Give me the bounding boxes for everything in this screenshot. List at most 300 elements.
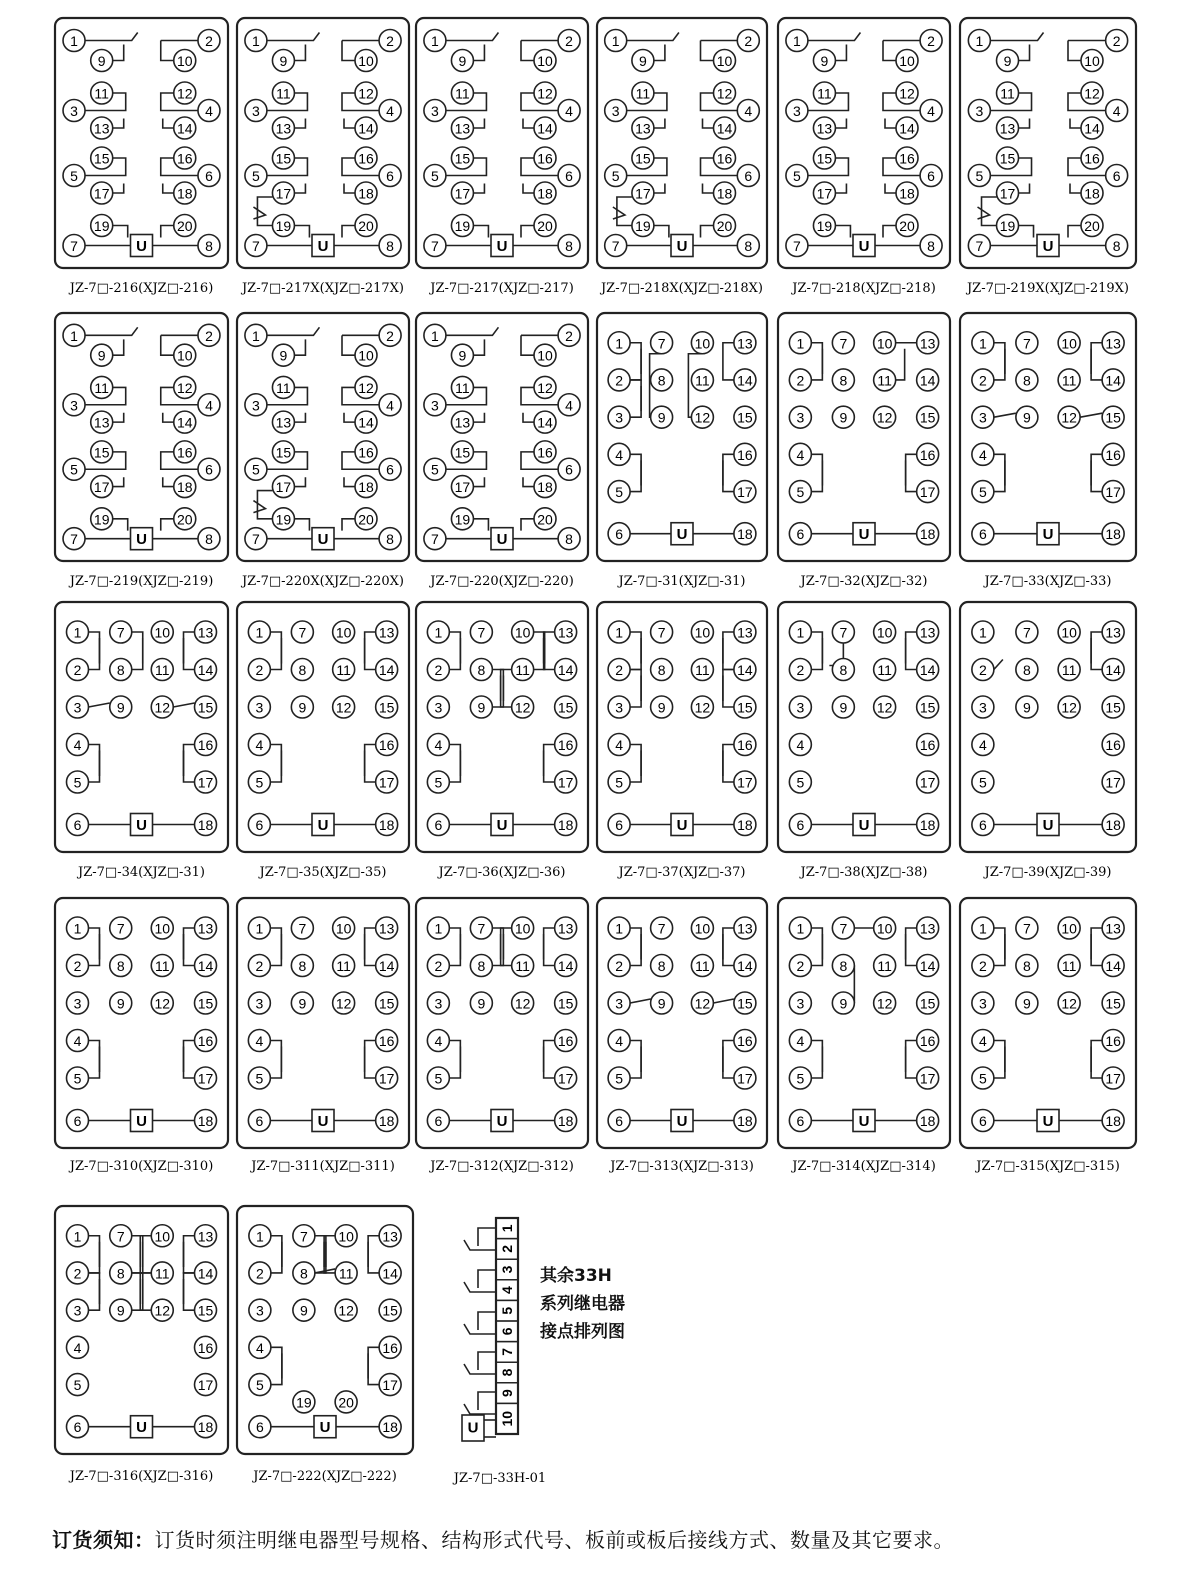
svg-text:13: 13 (635, 120, 651, 137)
svg-text:2: 2 (978, 958, 987, 974)
terminal-11 (1058, 955, 1080, 977)
svg-text:18: 18 (197, 1113, 214, 1129)
diagram-caption: JZ-7□-313(XJZ□-313) (610, 1159, 754, 1174)
svg-text:13: 13 (1105, 335, 1121, 352)
svg-text:18: 18 (378, 817, 395, 833)
svg-text:11: 11 (1000, 85, 1015, 102)
terminal-6 (427, 1110, 449, 1132)
svg-text:15: 15 (737, 995, 753, 1012)
terminal-13 (195, 621, 217, 643)
terminal-16 (1102, 1030, 1124, 1052)
terminal-11 (632, 82, 654, 104)
svg-text:5: 5 (796, 774, 805, 791)
svg-text:16: 16 (197, 737, 214, 753)
svg-text:16: 16 (737, 446, 753, 463)
terminal-10 (512, 621, 534, 643)
terminal-5 (66, 1374, 88, 1396)
svg-text:8: 8 (839, 372, 848, 389)
terminal-18 (195, 1110, 217, 1132)
terminal-10 (714, 50, 736, 72)
terminal-3 (249, 1299, 271, 1321)
terminal-18 (355, 182, 377, 204)
terminal-4 (608, 734, 630, 756)
svg-text:2: 2 (255, 662, 264, 678)
svg-text:10: 10 (176, 347, 193, 364)
svg-text:11: 11 (338, 1265, 354, 1282)
terminal-16 (917, 1030, 939, 1052)
terminal-10 (512, 917, 534, 939)
terminal-9 (813, 50, 835, 72)
svg-text:4: 4 (565, 103, 573, 119)
svg-text:13: 13 (275, 414, 292, 431)
terminal-16 (195, 1030, 217, 1052)
diagram-caption: JZ-7□-39(XJZ□-39) (984, 865, 1112, 880)
terminal-4 (379, 100, 401, 122)
svg-text:16: 16 (557, 737, 574, 753)
terminal-8 (379, 235, 401, 257)
svg-text:7: 7 (252, 238, 260, 254)
svg-text:9: 9 (839, 995, 848, 1012)
terminal-7 (291, 917, 313, 939)
svg-text:3: 3 (73, 699, 82, 716)
svg-text:19: 19 (296, 1394, 312, 1411)
svg-text:11: 11 (877, 958, 892, 974)
svg-text:5: 5 (796, 484, 805, 501)
svg-text:18: 18 (176, 479, 193, 496)
diagram-caption: JZ-7□-33(XJZ□-33) (984, 574, 1112, 589)
svg-text:16: 16 (1084, 150, 1100, 167)
svg-text:8: 8 (116, 1265, 125, 1282)
svg-text:7: 7 (299, 1228, 308, 1245)
terminal-13 (376, 917, 398, 939)
terminal-16 (534, 147, 556, 169)
relay-diagram (416, 602, 588, 880)
diagram-caption: JZ-7□-35(XJZ□-35) (259, 865, 387, 880)
terminal-8 (1016, 659, 1038, 681)
terminal-7 (424, 528, 446, 550)
svg-text:9: 9 (97, 53, 106, 69)
svg-text:14: 14 (197, 1265, 214, 1282)
terminal-17 (555, 771, 577, 793)
terminal-18 (355, 476, 377, 498)
terminal-8 (920, 235, 942, 257)
svg-text:17: 17 (999, 185, 1016, 202)
svg-text:11: 11 (94, 85, 109, 102)
coil-label: U (676, 526, 688, 544)
svg-text:13: 13 (557, 920, 574, 937)
terminal-7 (1016, 917, 1038, 939)
coil-label: U (858, 238, 870, 255)
terminal-11 (1058, 659, 1080, 681)
svg-text:14: 14 (557, 662, 574, 678)
diagram-caption: JZ-7□-36(XJZ□-36) (438, 865, 566, 880)
terminal-9 (997, 50, 1019, 72)
svg-text:16: 16 (537, 150, 553, 167)
svg-text:16: 16 (899, 150, 915, 167)
svg-text:12: 12 (335, 699, 352, 716)
svg-text:11: 11 (154, 958, 170, 974)
terminal-2 (249, 1262, 271, 1284)
svg-text:20: 20 (176, 218, 193, 234)
diagram-caption: JZ-7□-219(XJZ□-219) (69, 574, 214, 589)
svg-text:7: 7 (298, 624, 307, 641)
terminal-11 (151, 659, 173, 681)
terminal-9 (832, 406, 854, 428)
terminal-19 (272, 508, 294, 530)
svg-text:1: 1 (73, 920, 82, 937)
svg-text:19: 19 (93, 511, 110, 528)
svg-text:14: 14 (1105, 958, 1121, 974)
terminal-6 (789, 814, 811, 836)
svg-text:1: 1 (70, 327, 78, 344)
svg-text:8: 8 (839, 662, 848, 678)
terminal-9 (272, 344, 294, 366)
terminal-14 (195, 1262, 217, 1284)
svg-text:3: 3 (255, 699, 264, 716)
svg-text:15: 15 (999, 150, 1016, 167)
terminal-16 (734, 1030, 756, 1052)
svg-text:19: 19 (454, 218, 471, 234)
relay-diagram (960, 313, 1136, 589)
terminal-4 (66, 1030, 88, 1052)
svg-text:3: 3 (611, 103, 620, 119)
svg-text:5: 5 (70, 461, 78, 478)
terminal-8 (470, 955, 492, 977)
svg-text:15: 15 (919, 699, 936, 716)
terminal-9 (91, 50, 113, 72)
terminal-17 (91, 182, 113, 204)
diagram-caption: JZ-7□-37(XJZ□-37) (618, 865, 746, 880)
diagram-caption: JZ-7□-218X(XJZ□-218X) (600, 281, 764, 296)
svg-text:6: 6 (1112, 168, 1121, 184)
terminal-18 (714, 182, 736, 204)
svg-text:14: 14 (737, 958, 753, 974)
svg-text:16: 16 (176, 150, 193, 167)
terminal-5 (66, 1067, 88, 1089)
svg-text:13: 13 (919, 920, 936, 937)
svg-text:3: 3 (255, 995, 264, 1012)
svg-text:9: 9 (279, 347, 288, 364)
terminal-3 (63, 100, 85, 122)
diagram-caption: JZ-7□-38(XJZ□-38) (800, 865, 928, 880)
terminal-14 (555, 955, 577, 977)
svg-text:10: 10 (899, 53, 915, 69)
svg-text:18: 18 (1105, 817, 1121, 833)
terminal-15 (555, 696, 577, 718)
terminal-13 (734, 917, 756, 939)
terminal-14 (734, 955, 756, 977)
terminal-18 (534, 476, 556, 498)
terminal-3 (608, 406, 630, 428)
terminal-10 (333, 917, 355, 939)
terminal-9 (832, 696, 854, 718)
terminal-7 (245, 235, 267, 257)
terminal-11 (874, 369, 896, 391)
svg-text:16: 16 (382, 1339, 398, 1356)
coil-label: U (1042, 526, 1054, 544)
svg-text:14: 14 (899, 120, 915, 137)
strip-contact (464, 1282, 496, 1292)
terminal-16 (714, 147, 736, 169)
terminal-19 (997, 215, 1019, 237)
relay-diagram (778, 898, 950, 1174)
terminal-20 (174, 508, 196, 530)
svg-text:19: 19 (93, 218, 110, 234)
terminal-11 (335, 1262, 357, 1284)
svg-text:17: 17 (919, 484, 936, 501)
svg-text:20: 20 (537, 511, 553, 528)
terminal-3 (66, 992, 88, 1014)
svg-text:6: 6 (255, 817, 264, 833)
terminal-18 (896, 182, 918, 204)
terminal-4 (608, 1030, 630, 1052)
svg-text:5: 5 (255, 1070, 264, 1087)
terminal-10 (174, 50, 196, 72)
terminal-2 (198, 30, 220, 52)
terminal-9 (91, 344, 113, 366)
terminal-17 (91, 476, 113, 498)
svg-text:3: 3 (615, 699, 623, 716)
svg-text:10: 10 (694, 920, 711, 937)
terminal-12 (874, 406, 896, 428)
terminal-8 (832, 659, 854, 681)
terminal-1 (608, 621, 630, 643)
terminal-9 (832, 992, 854, 1014)
svg-text:4: 4 (386, 103, 394, 119)
terminal-10 (151, 621, 173, 643)
terminal-14 (174, 411, 196, 433)
terminal-10 (874, 917, 896, 939)
terminal-8 (558, 528, 580, 550)
svg-text:13: 13 (1105, 624, 1121, 641)
terminal-12 (355, 82, 377, 104)
terminal-13 (1102, 917, 1124, 939)
svg-text:15: 15 (737, 699, 753, 716)
terminal-16 (174, 441, 196, 463)
relay-diagram (416, 898, 588, 1174)
svg-text:1: 1 (615, 920, 623, 937)
terminal-11 (151, 1262, 173, 1284)
svg-text:11: 11 (455, 85, 470, 102)
svg-text:14: 14 (358, 414, 374, 431)
svg-text:14: 14 (537, 414, 553, 431)
terminal-18 (734, 814, 756, 836)
svg-text:5: 5 (615, 484, 623, 501)
terminal-3 (66, 1299, 88, 1321)
diagram-caption: JZ-7□-31(XJZ□-31) (618, 574, 746, 589)
svg-text:3: 3 (615, 409, 623, 426)
svg-text:2: 2 (386, 33, 394, 49)
svg-text:9: 9 (97, 347, 106, 364)
terminal-13 (272, 411, 294, 433)
svg-text:9: 9 (279, 53, 288, 69)
svg-text:3: 3 (978, 699, 987, 716)
diagram-caption: JZ-7□-220X(XJZ□-220X) (241, 574, 405, 589)
coil-label: U (858, 817, 870, 834)
svg-text:1: 1 (73, 624, 82, 641)
terminal-11 (272, 82, 294, 104)
svg-text:7: 7 (1022, 624, 1031, 641)
svg-text:15: 15 (557, 699, 574, 716)
svg-text:3: 3 (615, 995, 623, 1012)
svg-text:7: 7 (793, 238, 801, 254)
svg-text:12: 12 (876, 699, 893, 716)
svg-text:2: 2 (386, 327, 394, 344)
terminal-9 (272, 50, 294, 72)
terminal-5 (786, 165, 808, 187)
svg-text:8: 8 (477, 958, 486, 974)
relay-diagram (778, 313, 950, 589)
svg-text:6: 6 (73, 1419, 82, 1436)
svg-text:10: 10 (1084, 53, 1100, 69)
svg-text:1: 1 (70, 33, 78, 49)
terminal-10 (1058, 332, 1080, 354)
terminal-20 (355, 215, 377, 237)
svg-text:17: 17 (454, 479, 471, 496)
svg-text:12: 12 (1061, 995, 1077, 1012)
terminal-15 (195, 992, 217, 1014)
terminal-18 (376, 814, 398, 836)
terminal-2 (248, 659, 270, 681)
relay-diagram (960, 898, 1136, 1174)
svg-text:5: 5 (431, 461, 439, 478)
svg-text:2: 2 (744, 33, 753, 49)
svg-text:10: 10 (537, 347, 553, 364)
terminal-6 (558, 165, 580, 187)
strip-contact (478, 1352, 496, 1370)
svg-text:7: 7 (657, 335, 666, 352)
svg-text:11: 11 (154, 1265, 170, 1282)
svg-text:17: 17 (737, 1070, 753, 1087)
svg-text:9: 9 (820, 53, 829, 69)
terminal-5 (608, 771, 630, 793)
terminal-16 (376, 1030, 398, 1052)
relay-diagram (416, 18, 588, 296)
svg-text:17: 17 (93, 479, 110, 496)
terminal-15 (1102, 696, 1124, 718)
terminal-14 (376, 955, 398, 977)
coil-label: U (496, 817, 508, 834)
svg-text:1: 1 (434, 920, 443, 937)
svg-text:10: 10 (876, 335, 893, 352)
terminal-1 (786, 30, 808, 52)
terminal-6 (198, 458, 220, 480)
terminal-18 (1102, 523, 1124, 545)
terminal-9 (1016, 696, 1038, 718)
svg-text:10: 10 (537, 53, 553, 69)
svg-text:18: 18 (737, 1113, 753, 1129)
svg-text:15: 15 (378, 995, 395, 1012)
svg-text:4: 4 (927, 103, 935, 119)
terminal-12 (534, 376, 556, 398)
terminal-5 (972, 481, 994, 503)
terminal-4 (737, 100, 759, 122)
strip-contact (464, 1324, 496, 1334)
terminal-2 (427, 659, 449, 681)
svg-text:19: 19 (999, 218, 1016, 234)
terminal-17 (997, 182, 1019, 204)
svg-text:5: 5 (252, 461, 260, 478)
terminal-11 (997, 82, 1019, 104)
terminal-13 (917, 621, 939, 643)
svg-text:5: 5 (793, 168, 801, 184)
terminal-8 (1016, 369, 1038, 391)
svg-text:2: 2 (796, 662, 805, 678)
terminal-12 (1058, 696, 1080, 718)
terminal-3 (245, 100, 267, 122)
diagram-panel (416, 18, 588, 268)
svg-text:3: 3 (434, 699, 443, 716)
terminal-4 (558, 100, 580, 122)
svg-text:16: 16 (919, 737, 936, 753)
terminal-14 (1081, 117, 1103, 139)
svg-text:2: 2 (927, 33, 935, 49)
svg-text:17: 17 (197, 1070, 214, 1087)
terminal-13 (555, 917, 577, 939)
terminal-8 (293, 1262, 315, 1284)
svg-text:15: 15 (197, 995, 214, 1012)
terminal-3 (66, 696, 88, 718)
terminal-1 (63, 324, 85, 346)
svg-text:3: 3 (978, 995, 987, 1012)
svg-text:13: 13 (737, 920, 753, 937)
svg-text:12: 12 (537, 379, 553, 396)
terminal-3 (972, 992, 994, 1014)
terminal-15 (376, 696, 398, 718)
svg-text:3: 3 (73, 995, 82, 1012)
svg-text:4: 4 (73, 1339, 82, 1356)
svg-text:19: 19 (816, 218, 833, 234)
terminal-13 (451, 117, 473, 139)
svg-text:13: 13 (197, 624, 214, 641)
svg-text:11: 11 (515, 662, 530, 678)
terminal-7 (1016, 332, 1038, 354)
svg-text:1: 1 (978, 920, 987, 937)
svg-text:14: 14 (1105, 372, 1121, 389)
svg-text:7: 7 (839, 335, 848, 352)
strip-number: 1 (499, 1224, 515, 1233)
svg-text:3: 3 (73, 1302, 82, 1319)
svg-text:8: 8 (477, 662, 486, 678)
svg-text:7: 7 (839, 920, 848, 937)
terminal-18 (174, 476, 196, 498)
svg-text:9: 9 (116, 1302, 125, 1319)
svg-text:12: 12 (176, 85, 193, 102)
coil-label: U (676, 1113, 688, 1130)
side-description (540, 1262, 625, 1346)
terminal-13 (91, 411, 113, 433)
terminal-16 (917, 734, 939, 756)
terminal-14 (1102, 955, 1124, 977)
svg-text:2: 2 (978, 662, 987, 678)
terminal-9 (651, 696, 673, 718)
svg-text:20: 20 (1084, 218, 1100, 234)
svg-text:6: 6 (565, 461, 573, 478)
terminal-5 (608, 1067, 630, 1089)
terminal-15 (91, 441, 113, 463)
terminal-13 (195, 1225, 217, 1247)
svg-text:12: 12 (335, 995, 352, 1012)
svg-text:6: 6 (73, 817, 82, 833)
svg-text:17: 17 (378, 774, 395, 791)
terminal-15 (195, 696, 217, 718)
relay-diagram (597, 898, 767, 1174)
terminal-10 (691, 917, 713, 939)
svg-text:4: 4 (205, 103, 213, 119)
terminal-2 (379, 324, 401, 346)
terminal-8 (651, 369, 673, 391)
terminal-17 (813, 182, 835, 204)
